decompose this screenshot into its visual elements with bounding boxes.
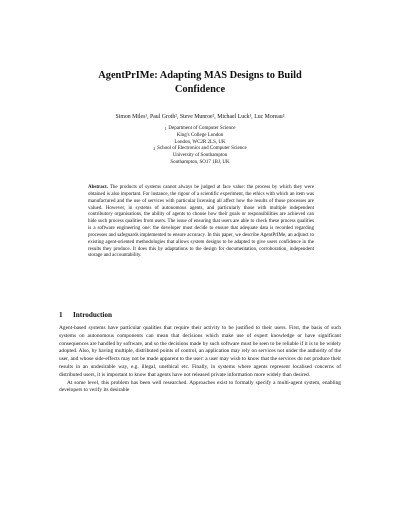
- abstract-text: The products of systems cannot always be judged at face value: the process by which they were obtained is also important. For instance, the rigour of a scientific experiment, the ethics with which an item was manufactured and the use of services with particular licensing all affect how the results of those processes are valued. However, in systems of autonomous agents, and particularly those with multiple independent contributory organisations, the ability of agents to choose how their goals or responsibilities are achieved can hide such process qualities from users. The issue of ensuring that users are able to check these process qualities is a software engineering one: the developer must decide to ensure that adequate data is recorded regarding processes and safeguards implemented to ensure accuracy. In this paper, we describe AgentPrIMe, an adjunct to existing agent-oriented methodologies that allows system designs to be adapted to give users confidence in the results they produce. It does this by adaptations to the design for documentation, corroboration, independent storage and accountability.: [88, 185, 314, 259]
- section-title: Introduction: [73, 311, 113, 319]
- paper-title: [40, 69, 360, 97]
- affiliation-1-line-1: $^1$ Department of Computer Science: [164, 126, 236, 131]
- affiliation-2-marker: 2: [153, 147, 156, 152]
- title-line-2: Confidence: [174, 84, 226, 95]
- abstract-label: Abstract.: [88, 185, 108, 190]
- abstract: [88, 185, 314, 260]
- affiliation-1-line-3: London, WC2R 2LS, UK: [174, 139, 226, 145]
- affiliation-2-line-1: $^2$ School of Electronics and Computer Science: [153, 146, 247, 152]
- section-heading: [59, 311, 339, 320]
- affiliation-2-line-3: Southampton, SO17 1BJ, UK: [170, 159, 230, 165]
- author-list: Simon Miles¹, Paul Groth², Steve Munroe², Michael Luck¹, Luc Moreau²: [115, 114, 285, 120]
- affiliations: [100, 126, 300, 167]
- paragraph-1: Agent-based systems have particular qualities that require their activity to be justified to their users. First, the basis of such systems on autonomous components can mean that decisions which make use of expert knowledge or have significant consequences are handled by software, and so the decisions made by such software must be seen to be reliable if it is to be widely adopted. Also, by having multiple, distributed points of control, an application may rely on services not under the authority of the user, and whose side-effects may not be made apparent to the user: a user may wish to know that the services do not produce their results in an undesirable way, e.g. illegal, unethical etc. Finally, in systems where agents represent localised concerns of distributed users, it is important to know that agents have not released private information more widely than desired.: [59, 325, 341, 378]
- affiliation-2-line-2: University of Southampton: [172, 153, 228, 159]
- title-line-1: AgentPrIMe: Adapting MAS Designs to Build: [98, 70, 302, 81]
- affiliation-1-marker: 1: [164, 127, 167, 131]
- paragraph-2: At some level, this problem has been well researched. Approaches exist to formally specify a multi-agent system, enabling developers to verify its desirable: [59, 379, 341, 394]
- body-text: [59, 325, 341, 395]
- section-number: 1: [59, 311, 63, 319]
- affiliation-1-line-2: King's College London: [176, 132, 224, 138]
